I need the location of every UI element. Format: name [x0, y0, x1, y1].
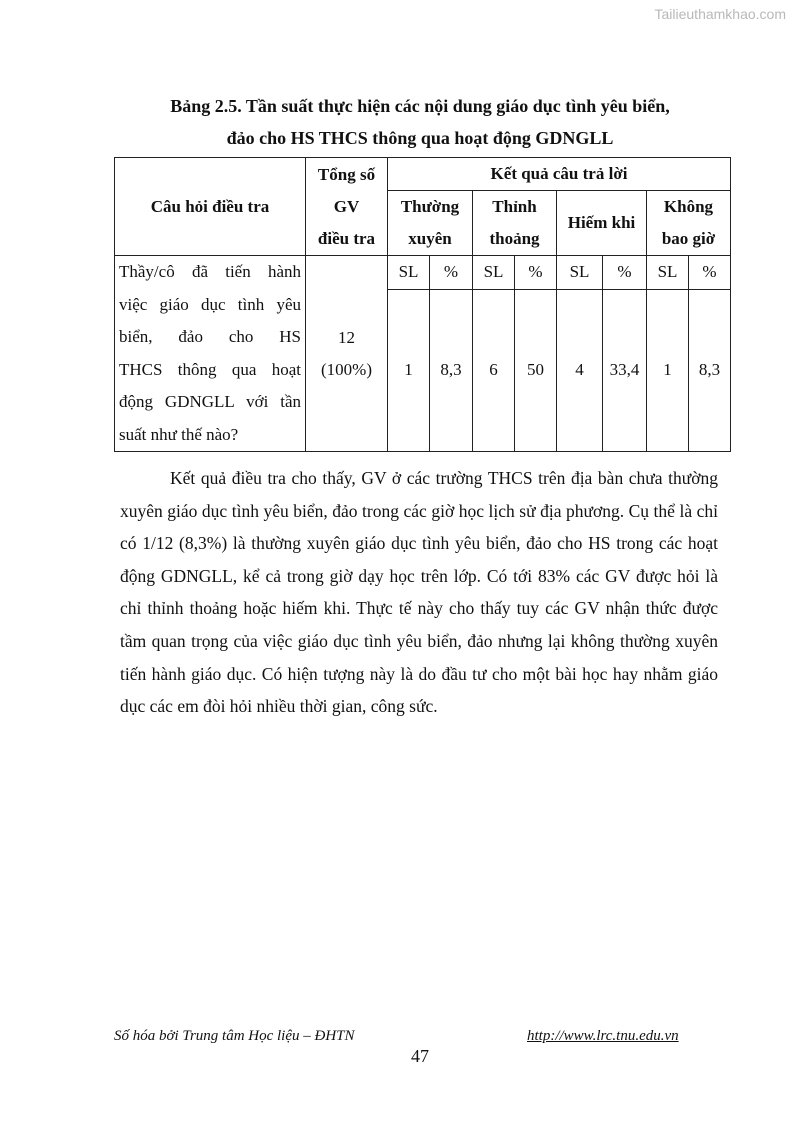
header-total-line-3: điều tra	[317, 228, 376, 248]
subheader-pct: %	[430, 256, 473, 290]
header-total-line-2: GV	[333, 196, 360, 216]
table-caption-line-1: Bảng 2.5. Tần suất thực hiện các nội dung giáo dục tình yêu biển,	[170, 96, 670, 116]
header-never-line-1: Không	[663, 197, 714, 216]
header-occasional-line-1: Thỉnh	[492, 197, 537, 216]
total-count: 12	[338, 327, 355, 347]
subheader-sl: SL	[647, 256, 689, 290]
subheader-pct: %	[603, 256, 647, 290]
header-frequent-line-1: Thường	[400, 197, 460, 216]
header-frequent	[388, 191, 473, 256]
header-rarely: Hiếm khi	[557, 191, 647, 256]
footer-source: Số hóa bởi Trung tâm Học liệu – ĐHTN	[114, 1028, 355, 1044]
question-line: việc giáo dục tình yêu	[119, 294, 301, 314]
header-occasional	[473, 191, 557, 256]
survey-table	[114, 157, 731, 452]
subheader-pct: %	[689, 256, 731, 290]
value-never-pct: 8,3	[689, 289, 731, 452]
value-frequent-sl: 1	[388, 289, 430, 452]
question-line: biển, đảo cho HS	[119, 327, 301, 346]
value-frequent-pct: 8,3	[430, 289, 473, 452]
header-occasional-line-2: thoảng	[489, 229, 540, 248]
header-question: Câu hỏi điều tra	[115, 158, 306, 256]
question-line: suất như thế nào?	[119, 424, 239, 444]
table-caption-line-2: đảo cho HS THCS thông qua hoạt động GDNGLL	[226, 128, 614, 148]
header-total	[306, 158, 388, 256]
question-line: Thầy/cô đã tiến hành	[119, 262, 301, 281]
header-frequent-line-2: xuyên	[408, 229, 452, 248]
question-line: THCS thông qua hoạt	[119, 359, 301, 379]
header-results: Kết quả câu trả lời	[388, 158, 731, 191]
subheader-pct: %	[515, 256, 557, 290]
subheader-sl: SL	[388, 256, 430, 290]
page-number: 47	[411, 1046, 429, 1066]
value-occasional-sl: 6	[473, 289, 515, 452]
header-never	[647, 191, 731, 256]
total-cell	[306, 256, 388, 452]
header-total-line-1: Tổng số	[317, 164, 376, 184]
body-paragraph: Kết quả điều tra cho thấy, GV ở các trường THCS trên địa bàn chưa thường xuyên giáo dục tình yêu biển, đảo trong các giờ học lịch sử địa phương. Cụ thể là chỉ có 1/12 (8,3%) là thường xuyên giáo dục tình yêu biển, đảo cho HS trong các hoạt động GDNGLL, kể cả trong giờ dạy học trên lớp. Có tới 83% các GV được hỏi là chỉ thỉnh thoảng hoặc hiếm khi. Thực tế này cho thấy tuy các GV nhận thức được tầm quan trọng của việc giáo dục tình yêu biển, đảo nhưng lại không thường xuyên tiến hành giáo dục. Có hiện tượng này là do đầu tư cho một bài học hay nhằm giáo dục các em đòi hỏi nhiều thời gian, công sức.	[120, 468, 718, 717]
question-line: động GDNGLL với tần	[119, 392, 301, 411]
total-percent: (100%)	[321, 359, 372, 379]
footer-link[interactable]: http://www.lrc.tnu.edu.vn	[527, 1028, 679, 1044]
question-cell	[115, 256, 306, 452]
value-rarely-sl: 4	[557, 289, 603, 452]
value-occasional-pct: 50	[515, 289, 557, 452]
subheader-sl: SL	[473, 256, 515, 290]
watermark: Tailieuthamkhao.com	[654, 6, 786, 22]
header-never-line-2: bao giờ	[661, 229, 716, 248]
value-rarely-pct: 33,4	[603, 289, 647, 452]
subheader-sl: SL	[557, 256, 603, 290]
value-never-sl: 1	[647, 289, 689, 452]
